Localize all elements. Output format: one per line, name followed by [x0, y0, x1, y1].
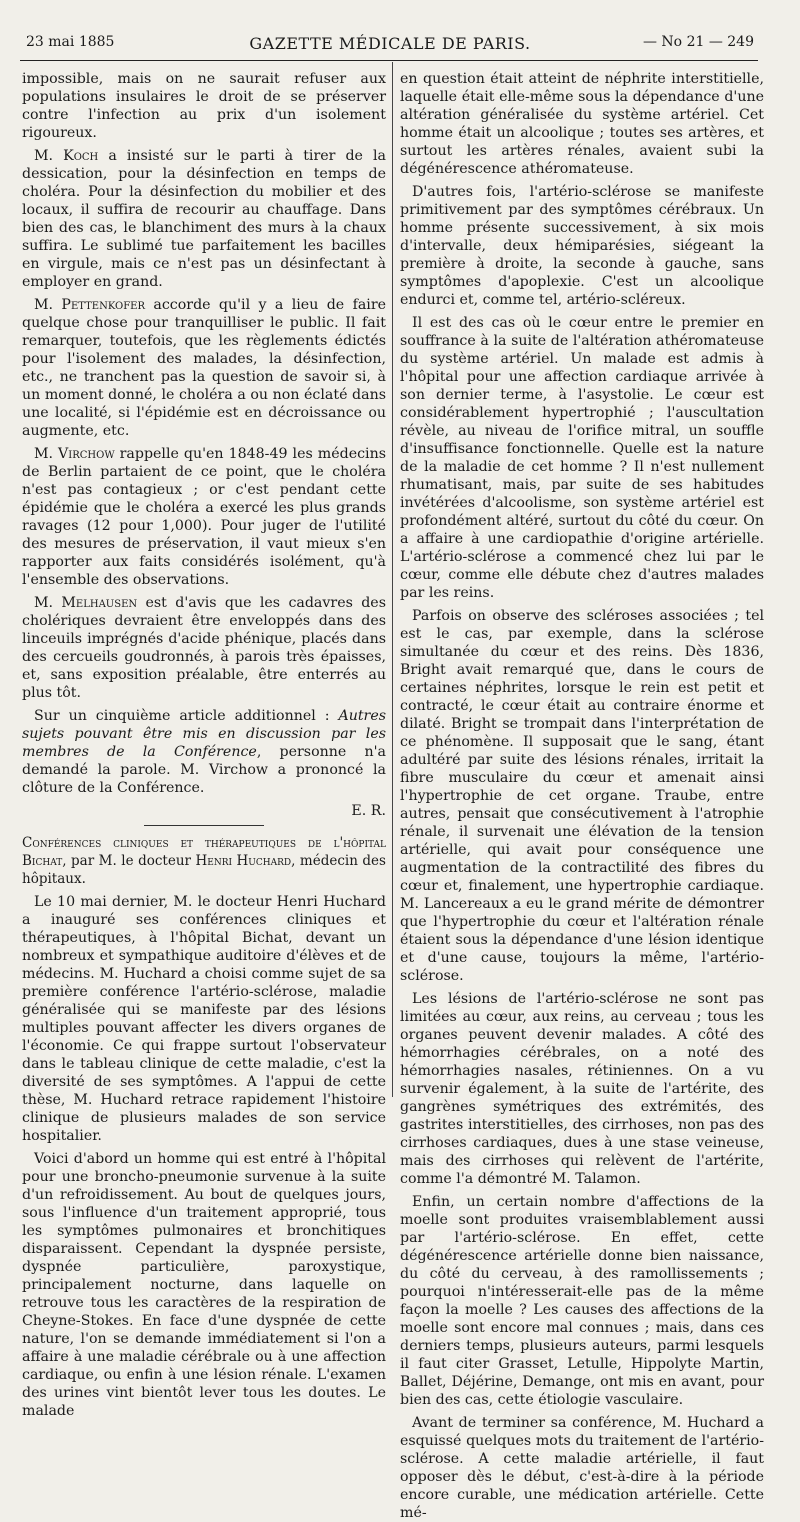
speaker-name: M. Pettenkofer: [34, 297, 146, 313]
issue-date: 23 mai 1885: [26, 34, 115, 50]
paragraph: impossible, mais on ne saurait refuser aux populations insulaires le droit de se préserver contre l'infection au prix d'un isolement rigoureux.: [22, 71, 386, 141]
paragraph: [22, 594, 386, 702]
page-number: — No 21 — 249: [642, 34, 754, 50]
left-column: [22, 70, 387, 1419]
paragraph-text: , personne n'a demandé la parole. M. Virchow a prononcé la clôture de la Conférence.: [22, 744, 387, 796]
paragraph: [22, 147, 386, 291]
section-heading-text: , médecin des hôpitaux.: [22, 853, 386, 887]
paragraph: Parfois on observe des scléroses associées ; tel est le cas, par exemple, dans la sclérose simultanée du cœur et des reins. Dès 1836, Bright avait remarqué que, dans le cours de certaines néphrites, lorsque le rein est petit et contracté, le cœur était au contraire énorme et dilaté. Bright se trompait dans l'interprétation de ce phénomène. Il supposait que le sang, étant adultéré par suite des lésions rénales, irritait la fibre musculaire du cœur et amenait ainsi l'hypertrophie de cet organe. Traube, entre autres, pensait que consécutivement à l'atrophie rénale, il survenait une élévation de la tension artérielle, qui avait pour conséquence une augmentation de la contractilité des fibres du cœur et, finalement, une hypertrophie cardiaque. M. Lancereaux a eu le grand mérite de démontrer que l'hypertrophie du cœur et l'altération rénale étaient sous la dépendance d'une lésion identique et d'une cause, toujours la même, l'artério-sclérose.: [400, 608, 764, 984]
paragraph-text: rappelle qu'en 1848-49 les médecins de Berlin partaient de ce point, que le choléra n'est pas contagieux ; or c'est pendant cette épidémie que le choléra a exercé les plus grands ravages (12 pour 1,000). Pour juger de l'utilité des mesures de préservation, il vaut mieux s'en rapporter aux faits considérés isolément, qu'à l'ensemble des observations.: [22, 446, 386, 588]
signature: E. R.: [351, 803, 386, 819]
paragraph: [22, 445, 386, 589]
paragraph: [22, 296, 386, 440]
speaker-name: M. Virchow: [34, 446, 115, 462]
author-name: Henri Huchard: [195, 853, 292, 869]
column-divider: [392, 62, 393, 1097]
paragraph-text: est d'avis que les cadavres des cholériques devraient être enveloppés dans des linceuils imprégnés d'acide phénique, placés dans des cercueils goudronnés, à parois très épaisses, et, sans exposition préalable, être enterrés au plus tôt.: [22, 595, 386, 701]
paragraph: en question était atteint de néphrite interstitielle, laquelle était elle-même sous la dépendance d'une altération généralisée du système artériel. Cet homme était un alcoolique ; toutes ses artères, et surtout les artères rénales, avaient subi la dégénérescence athéromateuse.: [400, 71, 764, 177]
paragraph: Avant de terminer sa conférence, M. Huchard a esquissé quelques mots du traitement de l'artério-sclérose. A cette maladie artérielle, il faut opposer dès le début, c'est-à-dire à la période encore curable, une médication artérielle. Cette mé-: [400, 1415, 764, 1521]
right-column: [400, 70, 764, 1521]
paragraph: Le 10 mai dernier, M. le docteur Henri Huchard a inauguré ses conférences cliniques et thérapeutiques, à l'hôpital Bichat, devant un nombreux et sympathique auditoire d'élèves et de médecins. M. Huchard a choisi comme sujet de sa première conférence l'artério-sclérose, maladie généralisée qui se manifeste par des lésions multiples pouvant affecter les divers organes de l'économie. Ce qui frappe surtout l'observateur dans le tableau clinique de cette maladie, c'est la diversité de ses symptômes. A l'appui de cette thèse, M. Huchard retrace rapidement l'histoire clinique de plusieurs malades de son service hospitalier.: [22, 894, 386, 1144]
speaker-name: M. Koch: [34, 148, 99, 164]
section-heading: [22, 834, 386, 888]
header-rule: [20, 60, 758, 61]
paragraph: Il est des cas où le cœur entre le premier en souffrance à la suite de l'altération athéromateuse du système artériel. Un malade est admis à l'hôpital pour une affection cardiaque arrivée à son dernier terme, à l'asystolie. Le cœur est considérablement hypertrophié ; l'auscultation révèle, au niveau de l'orifice mitral, un souffle d'insuffisance fonctionnelle. Quelle est la nature de la maladie de cet homme ? Il n'est nullement rhumatisant, mais, par suite de ses habitudes invétérées d'alcoolisme, son système artériel est profondément altéré, surtout du côté du cœur. On a affaire à une cardiopathie d'origine artérielle. L'artério-sclérose a commencé chez lui par le cœur, comme elle débute chez d'autres malades par les reins.: [400, 315, 764, 601]
paragraph-text: Sur un cinquième article additionnel :: [34, 708, 339, 724]
paragraph: [22, 707, 386, 797]
paragraph: Voici d'abord un homme qui est entré à l'hôpital pour une broncho-pneumonie survenue à la suite d'un refroidissement. Au bout de quelques jours, sous l'influence d'un traitement approprié, tous les symptômes pulmonaires et bronchitiques disparaissent. Cependant la dyspnée persiste, dyspnée particulière, paroxystique, principalement nocturne, dans laquelle on retrouve tous les caractères de la respiration de Cheyne-Stokes. En face d'une dyspnée de cette nature, l'on se demande immédiatement si l'on a affaire à une maladie cérébrale ou à une affection cardiaque, ou enfin à une lésion rénale. L'examen des urines vint bientôt lever tous les doutes. Le malade: [22, 1151, 386, 1419]
paragraph: D'autres fois, l'artério-sclérose se manifeste primitivement par des symptômes cérébraux. Un homme présente successivement, à six mois d'intervalle, deux hémiparésies, siégeant la première à droite, la seconde à gauche, sans symptômes d'apoplexie. C'est un alcoolique endurci et, comme tel, artério-scléreux.: [400, 184, 764, 308]
paragraph: Enfin, un certain nombre d'affections de la moelle sont produites vraisemblablement aussi par l'artério-sclérose. En effet, cette dégénérescence artérielle donne bien naissance, du côté du cerveau, à des ramollissements ; pourquoi n'intéresserait-elle pas de la même façon la moelle ? Les causes des affections de la moelle sont encore mal connues ; mais, dans ces derniers temps, plusieurs auteurs, parmi lesquels il faut citer Grasset, Letulle, Hippolyte Martin, Ballet, Déjérine, Demange, ont mis en avant, pour bien des cas, cette étiologie vasculaire.: [400, 1194, 764, 1408]
paragraph-text: a insisté sur le parti à tirer de la dessication, pour la désinfection en temps de choléra. Pour la désinfection du mobilier et des locaux, il suffira de recourir au chauffage. Dans bien des cas, le blanchiment des murs à la chaux suffira. Le sublimé tue parfaitement les bacilles en virgule, mais ce n'est pas un désinfectant à employer en grand.: [22, 148, 387, 290]
paragraph: Les lésions de l'artério-sclérose ne sont pas limitées au cœur, aux reins, au cerveau ; tous les organes peuvent devenir malades. A côté des hémorrhagies cérébrales, on a noté des hémorrhagies nasales, rétiniennes. On a vu survenir également, à la suite de l'artérite, des gangrènes symétriques des extrémités, des gastrites interstitielles, des cirrhoses, non pas des cirrhoses cardiaques, dues à une stase veineuse, mais des cirrhoses qui relèvent de l'artérite, comme l'a démontré M. Talamon.: [400, 991, 764, 1187]
page-header: [26, 34, 754, 54]
speaker-name: M. Melhausen: [34, 595, 138, 611]
section-separator: [144, 825, 264, 826]
paragraph-text: accorde qu'il y a lieu de faire quelque chose pour tranquilliser le public. Il fait remarquer, toutefois, que les règlements édictés pour l'isolement des malades, la désinfection, etc., ne tranchent pas la question de savoir si, à un moment donné, le choléra a ou non éclaté dans une localité, si l'épidémie est en décroissance ou augmente, etc.: [22, 297, 386, 439]
journal-title: GAZETTE MÉDICALE DE PARIS.: [249, 34, 531, 53]
section-heading-title: Conférences cliniques et thérapeutiques de l'hôpital Bichat: [22, 835, 386, 869]
article-title: Autres sujets pouvant être mis en discussion par les membres de la Conférence: [22, 708, 386, 760]
section-heading-text: , par M. le docteur: [62, 853, 196, 869]
